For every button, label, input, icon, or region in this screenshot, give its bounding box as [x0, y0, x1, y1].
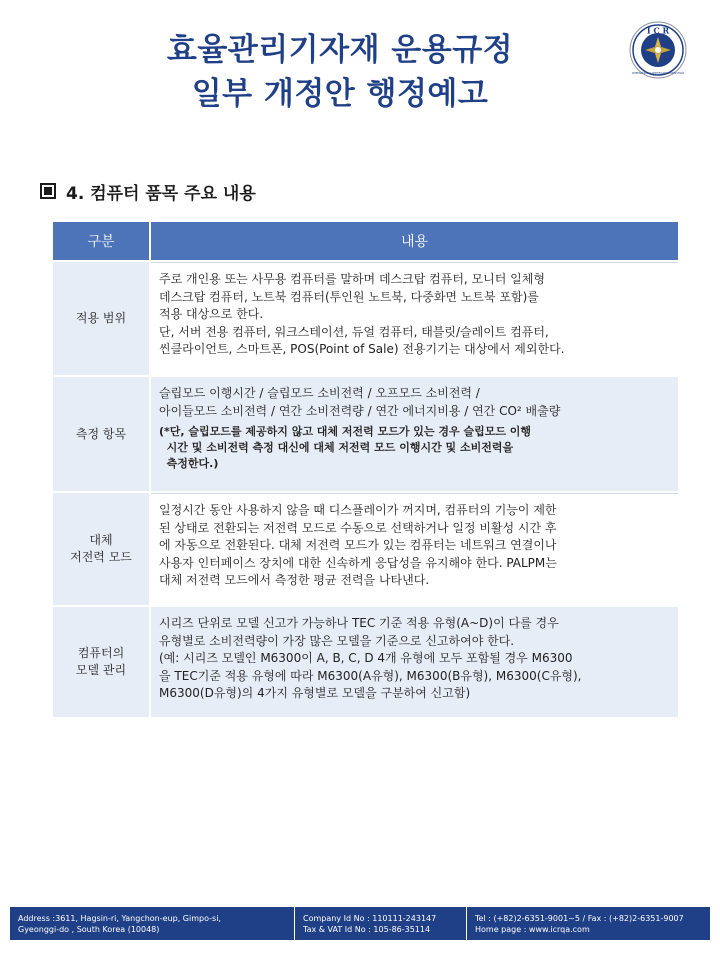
row-content: 슬립모드 이행시간 / 슬립모드 소비전력 / 오프모드 소비전력 / 아이들모드 소비전력 / 연간 소비전력량 / 연간 에너지비용 / 연간 CO² 배출량 (*단, 슬립모드를 제공하지 않고 대체 저전력 모드가 있는 경우 슬립모드 이행 시간 및 소비전력 측정 대신에 대체 저전력 모드 이행시간 및 소비전력을 측정한다.)	[151, 377, 678, 491]
table-header	[53, 222, 678, 262]
row-content: 주로 개인용 또는 사무용 컴퓨터를 말하며 데스크탑 컴퓨터, 모니터 일체형 데스크탑 컴퓨터, 노트북 컴퓨터(투인원 노트북, 다중화면 노트북 포함)를 적용 대상으로 한다. 단, 서버 전용 컴퓨터, 워크스테이션, 듀얼 컴퓨터, 태블릿/슬레이트 컴퓨터, 씬클라이언트, 스마트폰, POS(Point of Sale) 전용기기는 대상에서 제외한다.	[151, 262, 678, 375]
title-line-2: 일부 개정안 행정예고	[191, 76, 489, 112]
header-content: 내용	[400, 234, 429, 250]
table-row-low-power-mode	[53, 493, 678, 607]
section-heading	[40, 178, 256, 204]
header-category: 구분	[53, 222, 151, 260]
footer	[10, 907, 710, 940]
footer-contact: Tel : (+82)2-6351-9001~5 / Fax : (+82)2-6351-9007 Home page : www.icrqa.com	[467, 907, 710, 940]
logo-ring-text: INTERNATIONAL CERTIFICATION REGISTRAR	[631, 72, 685, 75]
row-label: 측정 항목	[53, 377, 151, 491]
row-label: 적용 범위	[53, 262, 151, 375]
computer-items-table	[53, 222, 678, 719]
icr-logo	[629, 21, 687, 79]
row-content: 일정시간 동안 사용하지 않을 때 디스플레이가 꺼지며, 컴퓨터의 기능이 제한 된 상태로 전환되는 저전력 모드로 수동으로 선택하거나 일정 비활성 시간 후 에 자동으로 전환된다. 대체 저전력 모드가 있는 컴퓨터는 네트워크 연결이나 사용자 인터페이스 장치에 대한 신속하게 응답성을 유지해야 한다. PALPM는 대체 저전력 모드에서 측정한 평균 전력을 나타낸다.	[151, 493, 678, 605]
square-bullet-icon	[40, 183, 56, 199]
footer-address: Address :3611, Hagsin-ri, Yangchon-eup, Gimpo-si, Gyeonggi-do , South Korea (10048)	[10, 907, 295, 940]
row-label: 대체 저전력 모드	[53, 493, 151, 605]
table-row-measurement	[53, 377, 678, 493]
table-row-scope	[53, 262, 678, 377]
homepage-link[interactable]: Home page : www.icrqa.com	[475, 924, 590, 934]
footer-company-ids: Company Id No : 110111-243147 Tax & VAT Id No : 105-86-35114	[295, 907, 467, 940]
row-content: 시리즈 단위로 모델 신고가 가능하나 TEC 기준 적용 유형(A~D)이 다를 경우 유형별로 소비전력량이 가장 많은 모델을 기준으로 신고하여야 한다. (예: 시리즈 모델인 M6300이 A, B, C, D 4개 유형에 모두 포함될 경우 M6300 을 TEC기준 적용 유형에 따라 M6300(A유형), M6300(B유형), M6300(C유형), M6300(D유형)의 4가지 유형별로 모델을 구분하여 신고함)	[151, 607, 678, 717]
row-label: 컴퓨터의 모델 관리	[53, 607, 151, 717]
row-note: (*단, 슬립모드를 제공하지 않고 대체 저전력 모드가 있는 경우 슬립모드 이행 시간 및 소비전력 측정 대신에 대체 저전력 모드 이행시간 및 소비전력을 측정한다.)	[159, 425, 532, 470]
table-row-model-management	[53, 607, 678, 719]
logo-text: I C R	[646, 25, 670, 36]
page-title	[60, 28, 620, 116]
section-heading-text: 4. 컴퓨터 품목 주요 내용	[66, 183, 256, 204]
title-line-1: 효율관리기자재 운용규정	[166, 32, 514, 68]
